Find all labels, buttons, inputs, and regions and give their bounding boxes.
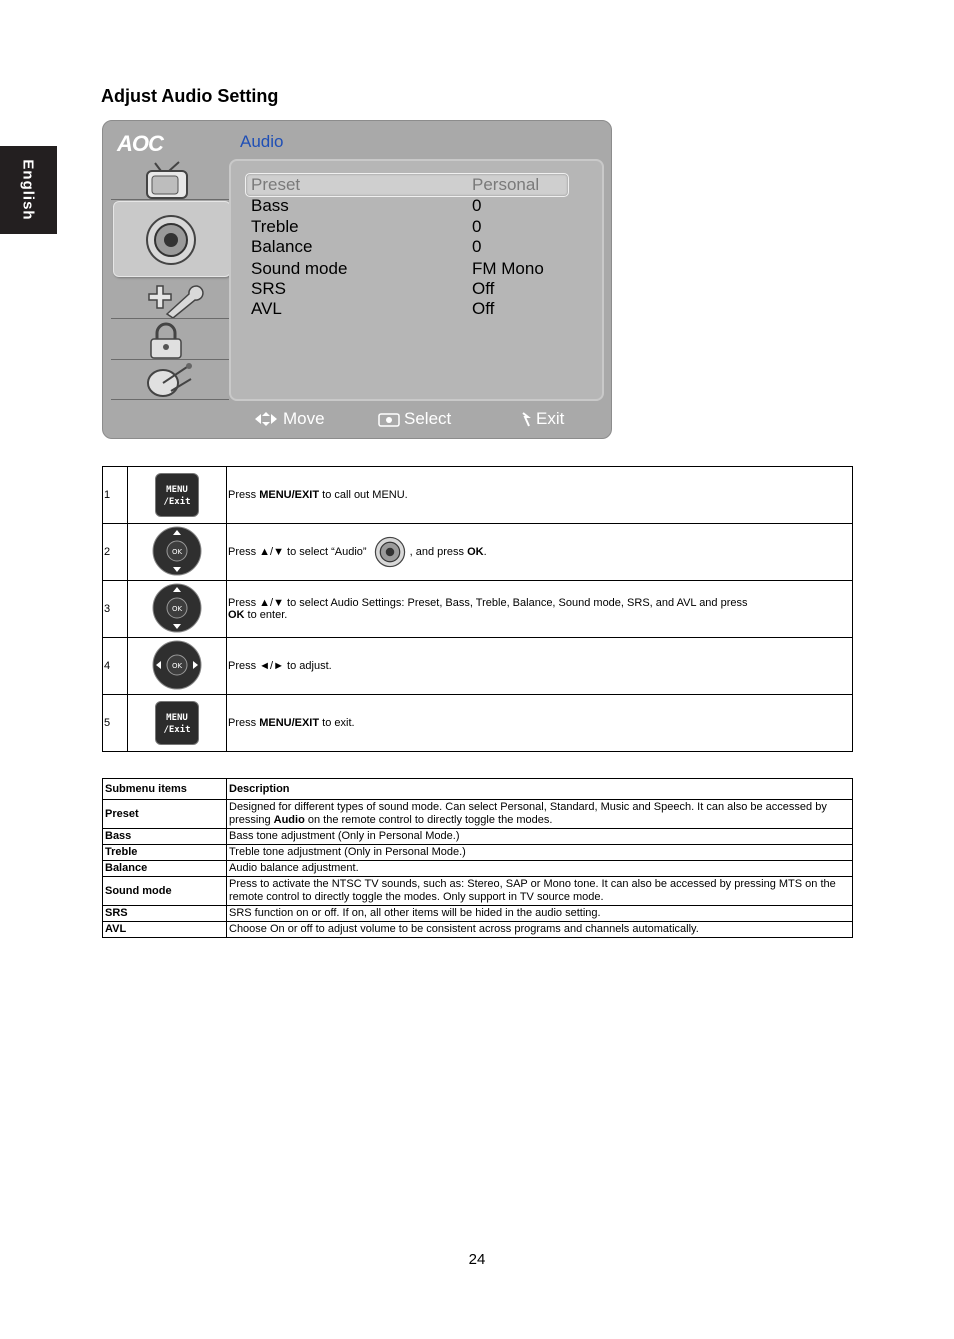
ok-left-right-button-icon (152, 640, 202, 690)
table-row (103, 845, 853, 861)
footer-select-label: Select (404, 409, 452, 428)
menu-label: Preset (251, 175, 301, 194)
footer-move (253, 409, 325, 431)
step-description: Press ◄/► to adjust. (227, 638, 853, 695)
step-number: 2 (103, 524, 128, 581)
menu-label: Balance (251, 237, 313, 256)
menu-row-srs[interactable] (251, 279, 591, 299)
satellite-icon[interactable] (111, 359, 229, 400)
speaker-icon (373, 535, 407, 569)
submenu-description: Treble tone adjustment (Only in Personal Mode.) (227, 845, 853, 861)
menu-label: AVL (251, 299, 282, 318)
step-description: Press MENU/EXIT to exit. (227, 695, 853, 752)
osd-audio-menu (102, 120, 612, 439)
step-description: Press MENU/EXIT to call out MENU. (227, 467, 853, 524)
submenu-description: Designed for different types of sound mode. Can select Personal, Standard, Music and Speech. It can also be accessed by pressing Audio on the remote control to directly toggle the modes. (227, 800, 853, 829)
footer-exit-label: Exit (536, 409, 565, 428)
table-row (103, 638, 853, 695)
menu-row-balance[interactable] (251, 237, 591, 257)
menu-exit-button-icon: MENU /Exit (155, 701, 199, 745)
menu-value: FM Mono (472, 259, 544, 278)
submenu-description: Press to activate the NTSC TV sounds, such as: Stereo, SAP or Mono tone. It can also be accessed by pressing MTS on the remote control to directly toggle the modes. Only support in TV source mode. (227, 877, 853, 906)
language-tab (0, 146, 57, 234)
menu-label: SRS (251, 279, 286, 298)
step-description: Press ▲/▼ to select Audio Settings: Preset, Bass, Treble, Balance, Sound mode, SRS, and AVL and press OK to enter. (227, 581, 853, 638)
ok-up-down-button-icon (152, 526, 202, 576)
steps-table (102, 466, 853, 752)
menu-value: 0 (472, 217, 482, 236)
step-number: 1 (103, 467, 128, 524)
menu-value: 0 (472, 196, 482, 215)
menu-value: 0 (472, 237, 482, 256)
table-row (103, 467, 853, 524)
lock-icon[interactable] (111, 319, 229, 360)
submenu-description: Audio balance adjustment. (227, 861, 853, 877)
page-number: 24 (468, 1251, 486, 1268)
step-number: 5 (103, 695, 128, 752)
select-button-icon (378, 413, 400, 427)
menu-row-sound-mode[interactable] (251, 259, 591, 279)
footer-move-label: Move (283, 409, 325, 428)
step-number: 3 (103, 581, 128, 638)
audio-menu-panel (229, 159, 604, 401)
submenu-item: Treble (103, 845, 227, 861)
submenu-item: AVL (103, 922, 227, 938)
osd-header: Audio (240, 132, 284, 151)
menu-label: Sound mode (251, 259, 348, 278)
menu-row-avl[interactable] (251, 299, 591, 319)
submenu-item: Bass (103, 829, 227, 845)
footer-select (378, 409, 451, 431)
speaker-icon (143, 212, 199, 268)
table-header-row (103, 779, 853, 800)
menu-value: Personal (472, 175, 540, 194)
menu-exit-button-icon: MENU /Exit (155, 473, 199, 517)
svg-text:OK: OK (171, 661, 183, 670)
step-number: 4 (103, 638, 128, 695)
column-header: Submenu items (103, 779, 227, 800)
menu-row-bass[interactable] (251, 196, 591, 216)
submenu-description: Bass tone adjustment (Only in Personal Mode.) (227, 829, 853, 845)
table-row (103, 524, 853, 581)
osd-icon-column (111, 159, 229, 401)
menu-label: Bass (251, 196, 289, 215)
submenu-description: SRS function on or off. If on, all other items will be hided in the audio setting. (227, 906, 853, 922)
table-row (103, 800, 853, 829)
submenu-table (102, 778, 853, 938)
svg-text:OK: OK (171, 604, 183, 613)
submenu-item: Preset (103, 800, 227, 829)
menu-label: Treble (251, 217, 299, 236)
tools-icon[interactable] (111, 278, 229, 319)
aoc-logo: AOC (117, 131, 163, 156)
speaker-icon-selected[interactable] (113, 201, 231, 277)
step-description: Press ▲/▼ to select “Audio” , and press OK. (227, 524, 853, 581)
tv-icon[interactable] (111, 159, 229, 200)
return-arrow-icon (520, 411, 532, 427)
column-header: Description (227, 779, 853, 800)
table-row (103, 695, 853, 752)
submenu-description: Choose On or off to adjust volume to be consistent across programs and channels automatically. (227, 922, 853, 938)
move-arrows-icon (253, 411, 279, 427)
submenu-item: Sound mode (103, 877, 227, 906)
submenu-item: Balance (103, 861, 227, 877)
table-row (103, 861, 853, 877)
language-tab-label: English (19, 159, 37, 221)
table-row (103, 581, 853, 638)
footer-exit (520, 409, 564, 431)
table-row (103, 829, 853, 845)
table-row (103, 906, 853, 922)
svg-text:OK: OK (171, 547, 183, 556)
menu-row-treble[interactable] (251, 217, 591, 237)
menu-row-preset[interactable] (251, 175, 591, 195)
page-title: Adjust Audio Setting (101, 86, 279, 106)
menu-value: Off (472, 279, 495, 298)
menu-value: Off (472, 299, 495, 318)
submenu-item: SRS (103, 906, 227, 922)
table-row (103, 877, 853, 906)
table-row (103, 922, 853, 938)
ok-up-down-button-icon (152, 583, 202, 633)
